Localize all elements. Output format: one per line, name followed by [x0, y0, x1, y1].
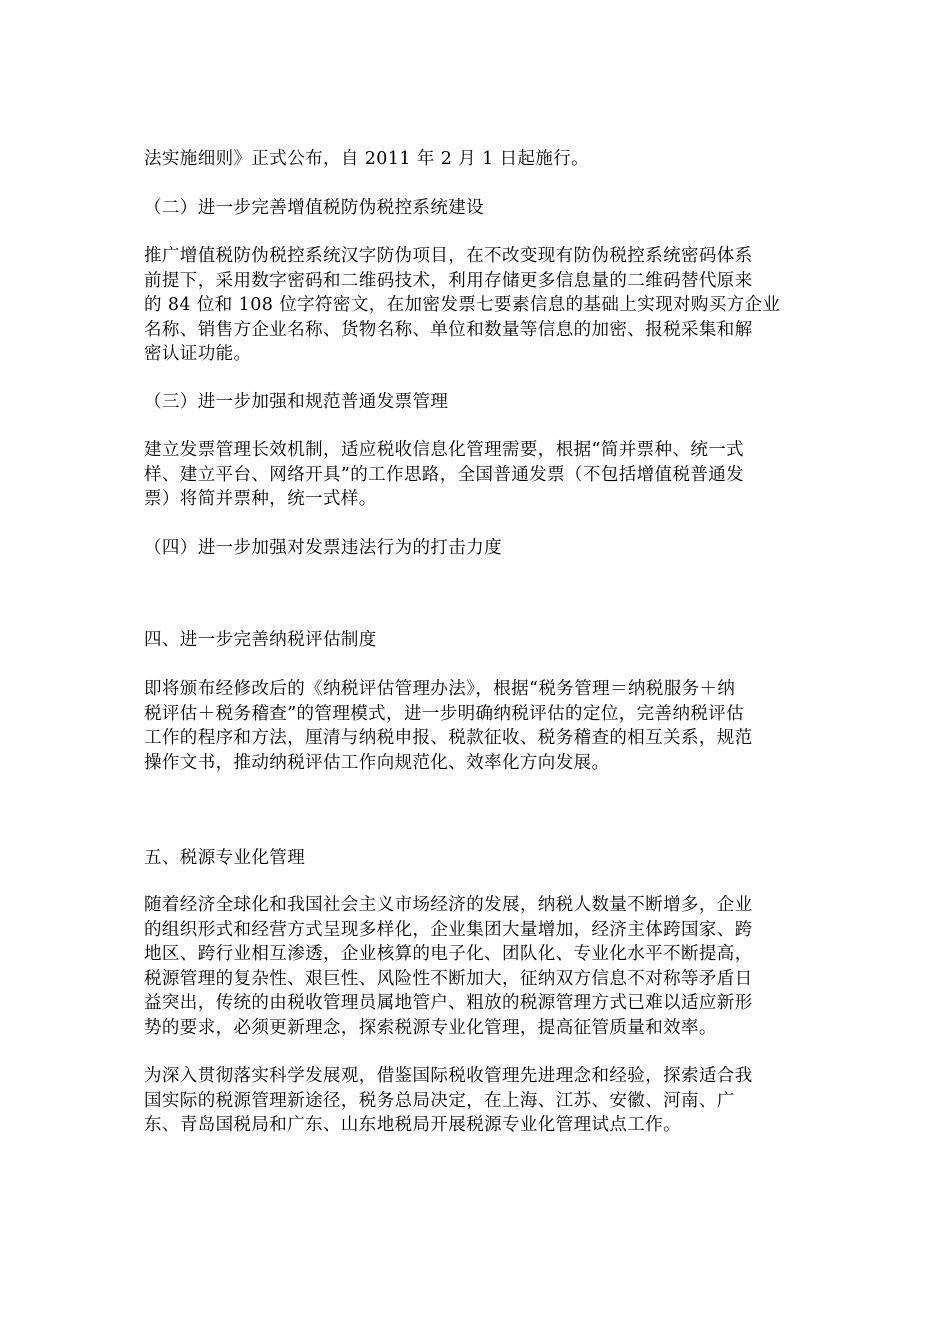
text-line: 地区、跨行业相互渗透，企业核算的电子化、团队化、专业化水平不断提高， — [144, 944, 753, 964]
heading-text: （二）进一步完善增值税防伪税控系统建设 — [144, 198, 485, 218]
paragraph-intro — [144, 147, 814, 172]
text-line: 的组织形式和经营方式呈现多样化，企业集团大量增加，经济主体跨国家、跨 — [144, 919, 753, 940]
text-line: 国实际的税源管理新途径，税务总局决定，在上海、江苏、安徽、河南、广 — [144, 1090, 735, 1111]
paragraph-anti-counterfeit — [144, 244, 814, 367]
text-line: 的 84 位和 108 位字符密文，在加密发票七要素信息的基础上实现对购买方企业 — [144, 295, 781, 315]
text-line: 税源管理的复杂性、艰巨性、风险性不断加大，征纳双方信息不对称等矛盾日 — [144, 968, 753, 989]
text-line: 法实施细则》正式公布，自 2011 年 2 月 1 日起施行。 — [144, 149, 590, 169]
section-heading-4 — [144, 536, 814, 561]
text-line: 操作文书，推动纳税评估工作向规范化、效率化方向发展。 — [144, 752, 610, 773]
text-line: 随着经济全球化和我国社会主义市场经济的发展，纳税人数量不断增多，企业 — [144, 895, 753, 915]
text-line: 前提下，采用数字密码和二维码技术，利用存储更多信息量的二维码替代原来 — [144, 270, 753, 291]
heading-text: （三）进一步加强和规范普通发票管理 — [144, 392, 449, 412]
text-line: 票）将简并票种，统一式样。 — [144, 489, 377, 509]
heading-text: 五、税源专业化管理 — [144, 848, 306, 868]
text-line: 工作的程序和方法，厘清与纳税申报、税款征收、税务稽查的相互关系，规范 — [144, 728, 753, 748]
text-line: 为深入贯彻落实科学发展观，借鉴国际税收管理先进理念和经验，探索适合我 — [144, 1066, 753, 1086]
text-line: 建立发票管理长效机制，适应税收信息化管理需要，根据“简并票种、统一式 — [144, 440, 745, 460]
section-heading-four — [144, 628, 814, 653]
paragraph-invoice-management — [144, 438, 814, 512]
text-line: 密认证功能。 — [144, 344, 252, 364]
text-line: 东、青岛国税局和广东、山东地税局开展税源专业化管理试点工作。 — [144, 1115, 681, 1135]
paragraph-pilot-work — [144, 1064, 814, 1138]
text-line: 名称、销售方企业名称、货物名称、单位和数量等信息的加密、报税采集和解 — [144, 319, 753, 340]
heading-text: 四、进一步完善纳税评估制度 — [144, 630, 377, 650]
section-heading-3 — [144, 390, 814, 415]
section-heading-five — [144, 846, 814, 871]
text-line: 益突出，传统的由税收管理员属地管户、粗放的税源管理方式已难以适应新形 — [144, 993, 753, 1013]
paragraph-tax-assessment — [144, 677, 814, 775]
text-line: 势的要求，必须更新理念，探索税源专业化管理，提高征管质量和效率。 — [144, 1017, 717, 1038]
section-heading-2 — [144, 196, 814, 221]
heading-text: （四）进一步加强对发票违法行为的打击力度 — [144, 538, 502, 558]
text-line: 样、建立平台、网络开具”的工作思路，全国普通发票（不包括增值税普通发 — [144, 464, 745, 485]
text-line: 税评估＋税务稽查”的管理模式，进一步明确纳税评估的定位，完善纳税评估 — [144, 703, 745, 724]
text-line: 推广增值税防伪税控系统汉字防伪项目，在不改变现有防伪税控系统密码体系 — [144, 246, 753, 266]
text-line: 即将颁布经修改后的《纳税评估管理办法》，根据“税务管理＝纳税服务＋纳 — [144, 679, 736, 699]
paragraph-tax-source — [144, 893, 814, 1040]
